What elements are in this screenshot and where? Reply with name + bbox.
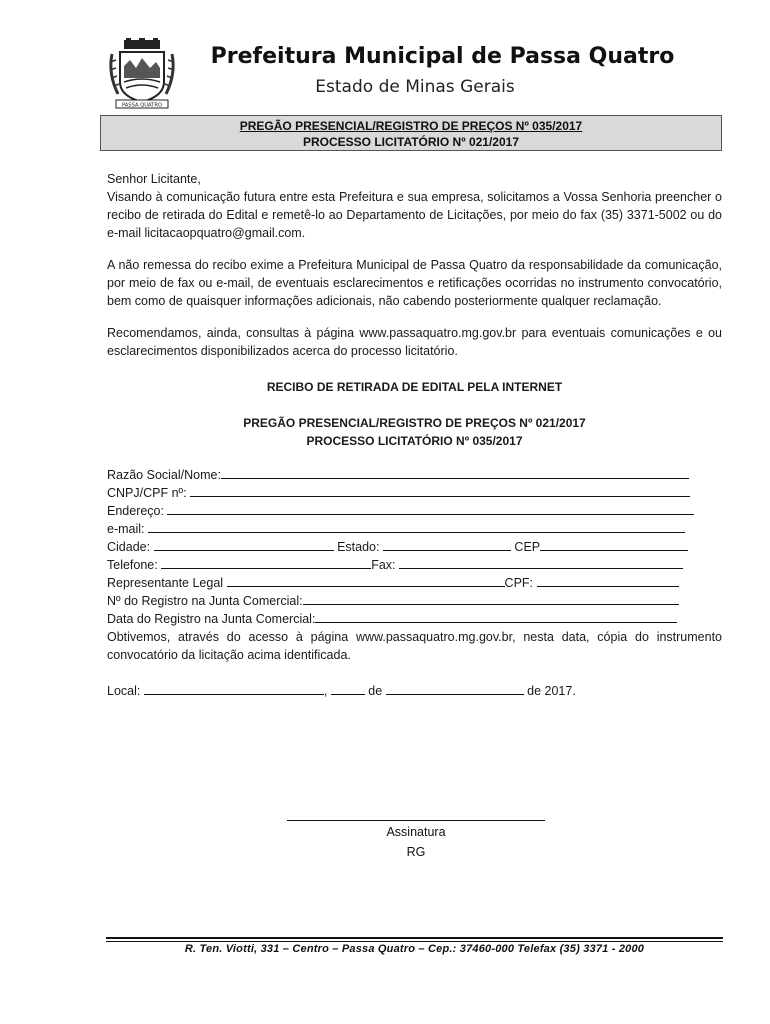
footer-divider bbox=[106, 937, 723, 939]
registro-field[interactable] bbox=[303, 592, 679, 605]
cnpj-field[interactable] bbox=[190, 484, 690, 497]
receipt-pregao: PREGÃO PRESENCIAL/REGISTRO DE PREÇOS Nº 021/2017 bbox=[243, 416, 586, 430]
receipt-form bbox=[107, 466, 722, 700]
telefone-label: Telefone: bbox=[107, 558, 158, 572]
fax-label: Fax: bbox=[371, 558, 396, 572]
page-subtitle: Estado de Minas Gerais bbox=[315, 77, 515, 97]
cidade-label: Cidade: bbox=[107, 540, 151, 554]
reference-pregao: PREGÃO PRESENCIAL/REGISTRO DE PREÇOS Nº 035/2017 bbox=[239, 119, 583, 133]
signature-label: Assinatura bbox=[386, 825, 446, 839]
data-registro-label: Data do Registro na Junta Comercial: bbox=[107, 612, 316, 626]
de-label-1: de bbox=[368, 684, 383, 698]
crest-banner-text: PASSA QUATRO bbox=[121, 102, 163, 109]
page-title: Prefeitura Municipal de Passa Quatro bbox=[210, 44, 675, 69]
paragraph-intro: Visando à comunicação futura entre esta Prefeitura e sua empresa, solicitamos a Vossa Senhoria preencher o recibo de retirada do Edital e remetê-lo ao Departamento de Licitações, por meio do fax (35) 3371-5002 ou do e-mail licitacaopquatro@gmail.com. bbox=[107, 190, 722, 240]
representante-label: Representante Legal bbox=[107, 576, 224, 590]
razao-label: Razão Social/Nome: bbox=[107, 468, 221, 482]
paragraph-disclaimer: A não remessa do recibo exime a Prefeitura Municipal de Passa Quatro da responsabilidade da comunicação, por meio de fax ou e-mail, de eventuais esclarecimentos e retificações ocorridas no instrumento convocatório, bem como de quaisquer informações adicionais, não cabendo posteriormente qualquer reclamação. bbox=[107, 258, 722, 308]
greeting: Senhor Licitante, bbox=[107, 172, 201, 186]
form-row-email bbox=[107, 520, 722, 538]
rg-label: RG bbox=[406, 845, 426, 859]
receipt-processo: PROCESSO LICITATÓRIO Nº 035/2017 bbox=[306, 434, 523, 448]
email-label: e-mail: bbox=[107, 522, 145, 536]
form-row-registro bbox=[107, 592, 722, 610]
form-row-telefone bbox=[107, 556, 722, 574]
form-row-cnpj bbox=[107, 484, 722, 502]
signature-line[interactable] bbox=[287, 820, 545, 821]
form-row-representante bbox=[107, 574, 722, 592]
coat-of-arms-icon bbox=[106, 38, 178, 110]
endereco-label: Endereço: bbox=[107, 504, 164, 518]
telefone-field[interactable] bbox=[161, 556, 371, 569]
data-registro-field[interactable] bbox=[315, 610, 677, 623]
form-row-cidade bbox=[107, 538, 722, 556]
form-row-razao bbox=[107, 466, 722, 484]
form-row-endereco bbox=[107, 502, 722, 520]
estado-field[interactable] bbox=[383, 538, 511, 551]
reference-processo: PROCESSO LICITATÓRIO Nº 021/2017 bbox=[303, 135, 519, 149]
form-row-local: Local: , de de 2017. bbox=[107, 684, 576, 698]
month-field[interactable] bbox=[386, 682, 524, 695]
paragraph-recommendation: Recomendamos, ainda, consultas à página www.passaquatro.mg.gov.br para eventuais comunicações e ou esclarecimentos disponibilizados acerca do processo licitatório. bbox=[107, 326, 722, 358]
obtivemos-statement: Obtivemos, através do acesso à página www.passaquatro.mg.gov.br, nesta data, cópia do instrumento convocatório da licitação acima identificada. bbox=[107, 630, 722, 662]
cnpj-label: CNPJ/CPF nº: bbox=[107, 486, 187, 500]
footer-address: R. Ten. Viotti, 331 – Centro – Passa Quatro – Cep.: 37460-000 Telefax (35) 3371 - 2000 bbox=[184, 943, 645, 955]
cep-label: CEP bbox=[514, 540, 541, 554]
cep-field[interactable] bbox=[540, 538, 688, 551]
representante-field[interactable] bbox=[227, 574, 505, 587]
footer-divider-thin bbox=[106, 941, 723, 942]
email-field[interactable] bbox=[148, 520, 685, 533]
registro-label: Nº do Registro na Junta Comercial: bbox=[107, 594, 303, 608]
fax-field[interactable] bbox=[399, 556, 683, 569]
estado-label: Estado: bbox=[337, 540, 380, 554]
letter-body bbox=[107, 170, 722, 700]
endereco-field[interactable] bbox=[167, 502, 694, 515]
receipt-title: RECIBO DE RETIRADA DE EDITAL PELA INTERNET bbox=[266, 380, 563, 394]
form-row-data-registro bbox=[107, 610, 722, 628]
cpf-field[interactable] bbox=[537, 574, 679, 587]
de-label-2: de 2017. bbox=[527, 684, 576, 698]
day-field[interactable] bbox=[331, 682, 365, 695]
razao-field[interactable] bbox=[221, 466, 689, 479]
cidade-field[interactable] bbox=[154, 538, 334, 551]
local-field[interactable] bbox=[144, 682, 324, 695]
reference-box bbox=[100, 115, 722, 151]
cpf-label: CPF: bbox=[504, 576, 534, 590]
local-label: Local: bbox=[107, 684, 141, 698]
